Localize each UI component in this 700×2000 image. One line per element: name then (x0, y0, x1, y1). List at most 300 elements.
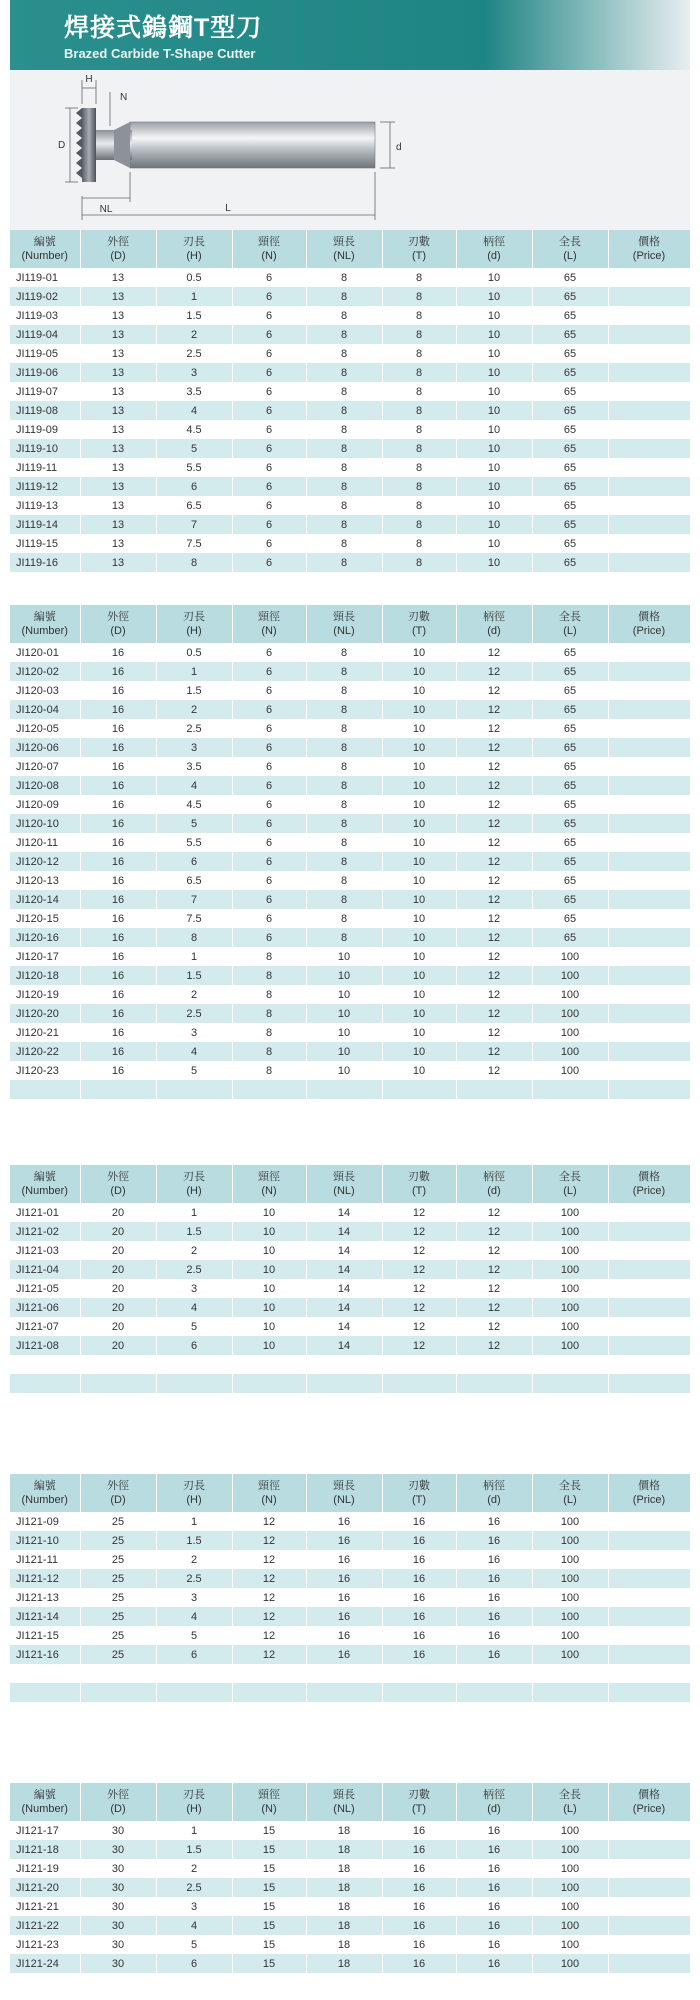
column-header-shank-diameter (456, 605, 532, 643)
cell-outer-diameter: 25 (80, 1645, 156, 1664)
column-header-outer-diameter (80, 1165, 156, 1203)
cell-neck-length: 8 (306, 738, 382, 757)
cell-neck-length: 18 (306, 1935, 382, 1954)
column-header-en: (L) (563, 250, 577, 262)
column-header-zh: 柄徑 (483, 1171, 505, 1183)
column-header-en: (Number) (21, 1803, 68, 1815)
cell-number: JI119-09 (10, 420, 80, 439)
cell-flute-count: 16 (382, 1626, 456, 1645)
cell-empty (532, 1355, 608, 1374)
cell-flute-count: 10 (382, 909, 456, 928)
cell-overall-length: 100 (532, 1317, 608, 1336)
cell-neck-diameter: 12 (232, 1550, 306, 1569)
cell-shank-diameter: 12 (456, 757, 532, 776)
cell-blade-length: 5 (156, 1935, 232, 1954)
column-header-en: (H) (186, 625, 202, 637)
column-header-number (10, 230, 80, 268)
cell-shank-diameter: 12 (456, 700, 532, 719)
column-header-zh: 全長 (559, 611, 581, 623)
cell-neck-length: 8 (306, 401, 382, 420)
cell-flute-count: 10 (382, 814, 456, 833)
cell-price (608, 363, 690, 382)
cell-shank-diameter: 16 (456, 1607, 532, 1626)
cell-outer-diameter: 13 (80, 306, 156, 325)
table-row (10, 1821, 690, 1840)
table-row (10, 738, 690, 757)
t-shape-cutter-drawing (10, 70, 690, 230)
cell-outer-diameter: 20 (80, 1336, 156, 1355)
table-header-row (10, 1783, 690, 1821)
column-header-zh: 價格 (638, 1171, 660, 1183)
cell-flute-count: 10 (382, 1042, 456, 1061)
table-row (10, 534, 690, 553)
cell-neck-diameter: 10 (232, 1336, 306, 1355)
cell-neck-length: 8 (306, 363, 382, 382)
column-header-en: (D) (110, 250, 126, 262)
cell-blade-length: 2.5 (156, 1569, 232, 1588)
column-header-zh: 外徑 (107, 1171, 129, 1183)
table-row (10, 496, 690, 515)
cell-neck-length: 8 (306, 700, 382, 719)
cell-flute-count: 10 (382, 852, 456, 871)
cell-outer-diameter: 16 (80, 966, 156, 985)
cell-outer-diameter: 16 (80, 700, 156, 719)
table-header-row (10, 1474, 690, 1512)
cell-blade-length: 1 (156, 1512, 232, 1531)
cell-shank-diameter: 10 (456, 344, 532, 363)
cell-overall-length: 100 (532, 1203, 608, 1222)
cell-outer-diameter: 16 (80, 1023, 156, 1042)
cell-number: JI119-08 (10, 401, 80, 420)
cell-shank-diameter: 12 (456, 719, 532, 738)
cell-outer-diameter: 20 (80, 1298, 156, 1317)
cell-flute-count: 12 (382, 1203, 456, 1222)
cell-shank-diameter: 16 (456, 1588, 532, 1607)
column-header-zh: 柄徑 (483, 236, 505, 248)
column-header-en: (T) (411, 625, 427, 637)
column-header-zh: 刃數 (408, 236, 430, 248)
shank-shape (130, 122, 375, 168)
cell-overall-length: 100 (532, 1897, 608, 1916)
cell-flute-count: 12 (382, 1222, 456, 1241)
page-header (10, 0, 690, 70)
cell-overall-length: 100 (532, 1569, 608, 1588)
cell-neck-length: 18 (306, 1859, 382, 1878)
column-header-zh: 刃長 (183, 236, 205, 248)
table-row (10, 1203, 690, 1222)
cell-neck-diameter: 15 (232, 1954, 306, 1973)
cell-overall-length: 100 (532, 1531, 608, 1550)
cell-outer-diameter: 16 (80, 738, 156, 757)
column-header-en: (H) (186, 250, 202, 262)
cell-number: JI120-14 (10, 890, 80, 909)
cell-blade-length: 3 (156, 738, 232, 757)
cell-neck-length: 14 (306, 1203, 382, 1222)
cell-empty (608, 1080, 690, 1099)
cell-shank-diameter: 12 (456, 890, 532, 909)
cell-neck-diameter: 6 (232, 928, 306, 947)
cell-number: JI121-16 (10, 1645, 80, 1664)
cell-overall-length: 65 (532, 719, 608, 738)
cell-flute-count: 10 (382, 947, 456, 966)
cell-blade-length: 7 (156, 890, 232, 909)
cell-overall-length: 100 (532, 1023, 608, 1042)
table-row (10, 985, 690, 1004)
cell-price (608, 1061, 690, 1080)
cell-number: JI119-01 (10, 268, 80, 287)
cell-number: JI120-13 (10, 871, 80, 890)
cell-neck-diameter: 6 (232, 515, 306, 534)
cell-price (608, 1260, 690, 1279)
cell-blade-length: 8 (156, 928, 232, 947)
cell-flute-count: 16 (382, 1897, 456, 1916)
cell-neck-diameter: 8 (232, 1023, 306, 1042)
cell-price (608, 1317, 690, 1336)
column-header-en: (D) (110, 1803, 126, 1815)
cell-overall-length: 65 (532, 477, 608, 496)
cell-outer-diameter: 16 (80, 814, 156, 833)
cell-neck-diameter: 12 (232, 1531, 306, 1550)
cell-blade-length: 5 (156, 1626, 232, 1645)
cell-neck-length: 10 (306, 985, 382, 1004)
column-header-zh: 頸長 (333, 1789, 355, 1801)
cell-price (608, 852, 690, 871)
cell-empty (232, 1664, 306, 1683)
cell-price (608, 1241, 690, 1260)
cell-neck-diameter: 6 (232, 382, 306, 401)
column-header-zh: 全長 (559, 1171, 581, 1183)
cell-outer-diameter: 13 (80, 458, 156, 477)
cell-overall-length: 100 (532, 1298, 608, 1317)
cell-empty (608, 1374, 690, 1393)
cell-shank-diameter: 12 (456, 776, 532, 795)
cell-empty (382, 1683, 456, 1702)
cell-shank-diameter: 12 (456, 1260, 532, 1279)
dim-label-D: D (58, 140, 66, 151)
cell-blade-length: 1 (156, 287, 232, 306)
cell-blade-length: 5.5 (156, 833, 232, 852)
cell-number: JI120-19 (10, 985, 80, 1004)
cell-neck-diameter: 6 (232, 909, 306, 928)
cell-outer-diameter: 30 (80, 1821, 156, 1840)
cell-empty (156, 1355, 232, 1374)
cell-overall-length: 65 (532, 852, 608, 871)
cell-outer-diameter: 16 (80, 719, 156, 738)
cell-flute-count: 8 (382, 306, 456, 325)
column-header-zh: 頸徑 (258, 1789, 280, 1801)
cell-price (608, 1645, 690, 1664)
cell-overall-length: 65 (532, 700, 608, 719)
cell-blade-length: 6 (156, 477, 232, 496)
cell-flute-count: 16 (382, 1878, 456, 1897)
cell-number: JI121-14 (10, 1607, 80, 1626)
cell-flute-count: 16 (382, 1935, 456, 1954)
cell-price (608, 776, 690, 795)
column-header-en: (L) (563, 1494, 577, 1506)
cell-overall-length: 65 (532, 814, 608, 833)
cell-number: JI121-07 (10, 1317, 80, 1336)
column-header-zh: 價格 (638, 1480, 660, 1492)
cell-number: JI119-13 (10, 496, 80, 515)
column-header-en: (T) (411, 1185, 427, 1197)
cell-neck-diameter: 10 (232, 1317, 306, 1336)
cell-price (608, 1840, 690, 1859)
cell-outer-diameter: 13 (80, 363, 156, 382)
cell-outer-diameter: 16 (80, 928, 156, 947)
cell-flute-count: 16 (382, 1531, 456, 1550)
cell-flute-count: 10 (382, 776, 456, 795)
cell-outer-diameter: 30 (80, 1859, 156, 1878)
cell-empty (232, 1374, 306, 1393)
column-header-zh: 柄徑 (483, 1480, 505, 1492)
cell-neck-diameter: 6 (232, 553, 306, 572)
cell-blade-length: 4 (156, 1298, 232, 1317)
table-row (10, 719, 690, 738)
column-header-zh: 頸長 (333, 236, 355, 248)
column-header-en: (N) (261, 250, 277, 262)
cell-price (608, 325, 690, 344)
cell-overall-length: 100 (532, 966, 608, 985)
column-header-neck-length (306, 1474, 382, 1512)
cell-overall-length: 100 (532, 1241, 608, 1260)
cell-outer-diameter: 20 (80, 1203, 156, 1222)
cell-blade-length: 1.5 (156, 1840, 232, 1859)
cell-shank-diameter: 12 (456, 814, 532, 833)
cell-empty (608, 1683, 690, 1702)
cell-neck-length: 8 (306, 795, 382, 814)
column-header-en: (Price) (632, 1494, 666, 1506)
cell-number: JI120-20 (10, 1004, 80, 1023)
table-row (10, 890, 690, 909)
table-row (10, 1859, 690, 1878)
cell-neck-length: 16 (306, 1531, 382, 1550)
cell-blade-length: 2.5 (156, 344, 232, 363)
cell-outer-diameter: 13 (80, 553, 156, 572)
cell-number: JI120-11 (10, 833, 80, 852)
cell-neck-diameter: 6 (232, 776, 306, 795)
cell-neck-diameter: 6 (232, 643, 306, 662)
table-row (10, 757, 690, 776)
column-header-zh: 頸長 (333, 1480, 355, 1492)
column-header-en: (T) (411, 1494, 427, 1506)
cell-number: JI120-08 (10, 776, 80, 795)
cell-shank-diameter: 12 (456, 1298, 532, 1317)
cell-price (608, 890, 690, 909)
cell-blade-length: 2.5 (156, 719, 232, 738)
cell-shank-diameter: 10 (456, 534, 532, 553)
table-row (10, 325, 690, 344)
cell-overall-length: 100 (532, 1222, 608, 1241)
column-header-zh: 價格 (638, 236, 660, 248)
table-row (10, 1550, 690, 1569)
cell-number: JI120-02 (10, 662, 80, 681)
cell-neck-length: 8 (306, 776, 382, 795)
column-header-zh: 頸徑 (258, 611, 280, 623)
cell-neck-diameter: 6 (232, 401, 306, 420)
cell-flute-count: 16 (382, 1859, 456, 1878)
cell-blade-length: 6.5 (156, 871, 232, 890)
table-row (10, 1897, 690, 1916)
cell-neck-length: 8 (306, 439, 382, 458)
column-header-en: (N) (261, 1185, 277, 1197)
cell-flute-count: 8 (382, 477, 456, 496)
cell-flute-count: 8 (382, 268, 456, 287)
column-header-en: (d) (487, 250, 501, 262)
cell-blade-length: 2 (156, 325, 232, 344)
cell-empty (10, 1355, 80, 1374)
cell-outer-diameter: 30 (80, 1916, 156, 1935)
cell-neck-diameter: 12 (232, 1569, 306, 1588)
cell-number: JI121-20 (10, 1878, 80, 1897)
cell-flute-count: 8 (382, 420, 456, 439)
column-header-number (10, 1165, 80, 1203)
column-header-en: (H) (186, 1803, 202, 1815)
cell-neck-length: 16 (306, 1550, 382, 1569)
column-header-neck-length (306, 1783, 382, 1821)
cell-outer-diameter: 30 (80, 1878, 156, 1897)
table-row (10, 662, 690, 681)
cell-blade-length: 1 (156, 1821, 232, 1840)
cell-flute-count: 10 (382, 890, 456, 909)
cell-shank-diameter: 12 (456, 909, 532, 928)
column-header-blade-length (156, 1474, 232, 1512)
cell-price (608, 306, 690, 325)
column-header-zh: 價格 (638, 1789, 660, 1801)
cell-overall-length: 65 (532, 833, 608, 852)
column-header-en: (Price) (632, 1803, 666, 1815)
cell-empty (306, 1683, 382, 1702)
cell-neck-diameter: 8 (232, 1042, 306, 1061)
cell-neck-length: 16 (306, 1512, 382, 1531)
column-header-shank-diameter (456, 230, 532, 268)
cell-shank-diameter: 16 (456, 1531, 532, 1550)
table-row (10, 643, 690, 662)
cell-blade-length: 2 (156, 700, 232, 719)
cell-price (608, 1569, 690, 1588)
column-header-zh: 刃數 (408, 1171, 430, 1183)
cell-blade-length: 2.5 (156, 1878, 232, 1897)
cell-outer-diameter: 13 (80, 515, 156, 534)
table-row (10, 1531, 690, 1550)
cell-outer-diameter: 16 (80, 871, 156, 890)
cell-neck-length: 8 (306, 382, 382, 401)
cell-neck-length: 14 (306, 1336, 382, 1355)
cell-blade-length: 4 (156, 776, 232, 795)
cell-overall-length: 100 (532, 1336, 608, 1355)
cell-outer-diameter: 16 (80, 643, 156, 662)
cell-blade-length: 4.5 (156, 420, 232, 439)
column-header-en: (NL) (333, 1803, 355, 1815)
cell-shank-diameter: 12 (456, 643, 532, 662)
dim-label-N: N (120, 92, 128, 103)
table-row (10, 1645, 690, 1664)
cell-price (608, 382, 690, 401)
cell-overall-length: 100 (532, 1042, 608, 1061)
cell-overall-length: 65 (532, 553, 608, 572)
column-header-outer-diameter (80, 605, 156, 643)
table-row (10, 1954, 690, 1973)
dim-label-NL: NL (99, 204, 113, 215)
cell-overall-length: 65 (532, 757, 608, 776)
cell-price (608, 833, 690, 852)
column-header-price (608, 230, 690, 268)
column-header-en: (NL) (333, 625, 355, 637)
cell-neck-length: 8 (306, 833, 382, 852)
cell-number: JI120-17 (10, 947, 80, 966)
cell-flute-count: 12 (382, 1241, 456, 1260)
column-header-zh: 外徑 (107, 236, 129, 248)
table-row (10, 344, 690, 363)
cell-number: JI119-03 (10, 306, 80, 325)
cell-neck-length: 8 (306, 306, 382, 325)
cell-neck-diameter: 6 (232, 890, 306, 909)
cell-neck-length: 8 (306, 420, 382, 439)
cell-neck-length: 8 (306, 534, 382, 553)
table-row (10, 814, 690, 833)
cell-price (608, 1531, 690, 1550)
cell-overall-length: 65 (532, 401, 608, 420)
column-header-blade-length (156, 1165, 232, 1203)
cell-neck-length: 8 (306, 871, 382, 890)
column-header-outer-diameter (80, 1474, 156, 1512)
cell-neck-length: 8 (306, 928, 382, 947)
cell-price (608, 1298, 690, 1317)
cell-shank-diameter: 16 (456, 1821, 532, 1840)
table-row (10, 700, 690, 719)
cell-shank-diameter: 12 (456, 1222, 532, 1241)
cell-empty (532, 1080, 608, 1099)
column-header-zh: 刃長 (183, 1789, 205, 1801)
cell-overall-length: 65 (532, 795, 608, 814)
cell-overall-length: 100 (532, 1916, 608, 1935)
cell-price (608, 515, 690, 534)
cell-neck-diameter: 8 (232, 947, 306, 966)
cell-number: JI120-07 (10, 757, 80, 776)
cutting-head-shape (82, 108, 96, 182)
cell-overall-length: 65 (532, 382, 608, 401)
cell-blade-length: 3 (156, 363, 232, 382)
cell-outer-diameter: 13 (80, 287, 156, 306)
cell-neck-diameter: 6 (232, 871, 306, 890)
cell-outer-diameter: 13 (80, 477, 156, 496)
cell-outer-diameter: 30 (80, 1840, 156, 1859)
table-row (10, 1241, 690, 1260)
cell-neck-diameter: 15 (232, 1935, 306, 1954)
cell-neck-diameter: 10 (232, 1279, 306, 1298)
cell-blade-length: 1.5 (156, 966, 232, 985)
cell-shank-diameter: 12 (456, 966, 532, 985)
cell-overall-length: 65 (532, 515, 608, 534)
cell-shank-diameter: 16 (456, 1550, 532, 1569)
cell-overall-length: 65 (532, 928, 608, 947)
cell-number: JI120-01 (10, 643, 80, 662)
column-header-shank-diameter (456, 1783, 532, 1821)
cell-empty (10, 1374, 80, 1393)
cell-blade-length: 1 (156, 1203, 232, 1222)
cell-neck-length: 8 (306, 458, 382, 477)
cell-shank-diameter: 16 (456, 1512, 532, 1531)
table-header-row (10, 1165, 690, 1203)
cell-overall-length: 65 (532, 776, 608, 795)
cell-outer-diameter: 16 (80, 757, 156, 776)
cell-neck-diameter: 15 (232, 1897, 306, 1916)
dim-label-H: H (85, 74, 93, 85)
page-title: 焊接式鎢鋼T型刀 (64, 14, 263, 42)
cell-neck-diameter: 6 (232, 496, 306, 515)
cell-neck-diameter: 6 (232, 700, 306, 719)
cell-overall-length: 100 (532, 1607, 608, 1626)
cell-flute-count: 10 (382, 681, 456, 700)
